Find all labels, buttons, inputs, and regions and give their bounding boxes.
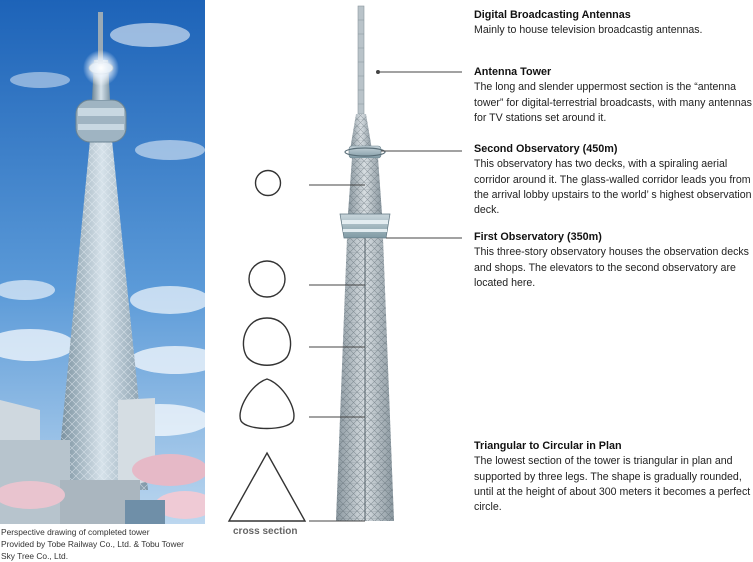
desc-title: Digital Broadcasting Antennas <box>474 9 631 21</box>
desc-triangular-to-circular <box>474 439 752 515</box>
callout-leaders <box>380 72 462 238</box>
desc-first-observatory <box>474 230 752 291</box>
desc-title: Antenna Tower <box>474 66 552 78</box>
tower-elevation-diagram <box>220 0 475 540</box>
caption-line: Sky Tree Co., Ltd. <box>1 551 69 561</box>
cross-section-rounded-triangle-2 <box>240 379 294 429</box>
cross-section-rounded-triangle-1 <box>243 318 290 365</box>
antenna-mast <box>358 6 364 114</box>
desc-title: First Observatory (350m) <box>474 231 602 243</box>
desc-body: The lowest section of the tower is triangular in plan and supported by three legs. The shape is gradually rounded, until at the height of about 300 meters it becomes a perfect circle. <box>474 455 751 514</box>
desc-digital-broadcasting-antennas <box>474 8 752 39</box>
desc-body: This observatory has two decks, with a spiraling aerial corridor around it. The glass-walled corridor leads you from the arrival lobby upstairs to the world’ s highest observation deck. <box>474 158 752 217</box>
cross-section-triangle <box>229 453 305 521</box>
cross-section-circle-upper <box>256 171 281 196</box>
caption-line: Provided by Tobe Railway Co., Ltd. & Tobu Tower <box>1 539 184 549</box>
desc-title: Second Observatory (450m) <box>474 143 618 155</box>
second-observatory <box>345 146 385 158</box>
photo-caption <box>1 526 211 562</box>
desc-second-observatory <box>474 142 752 218</box>
cross-section-circle-lower <box>249 261 285 297</box>
desc-title: Triangular to Circular in Plan <box>474 440 622 452</box>
desc-antenna-tower <box>474 65 752 126</box>
caption-line: Perspective drawing of completed tower <box>1 527 150 537</box>
desc-body: The long and slender uppermost section is the “antenna tower” for digital-terrestrial broadcasts, with many antennas for TV stations set around it. <box>474 81 752 124</box>
tower-perspective-image <box>0 0 205 524</box>
desc-body: This three-story observatory houses the observation decks and shops. The elevators to the second observatory are located here. <box>474 246 749 289</box>
desc-body: Mainly to house television broadcastig antennas. <box>474 24 703 37</box>
first-observatory <box>340 214 390 238</box>
cross-section-label: cross section <box>233 526 298 537</box>
